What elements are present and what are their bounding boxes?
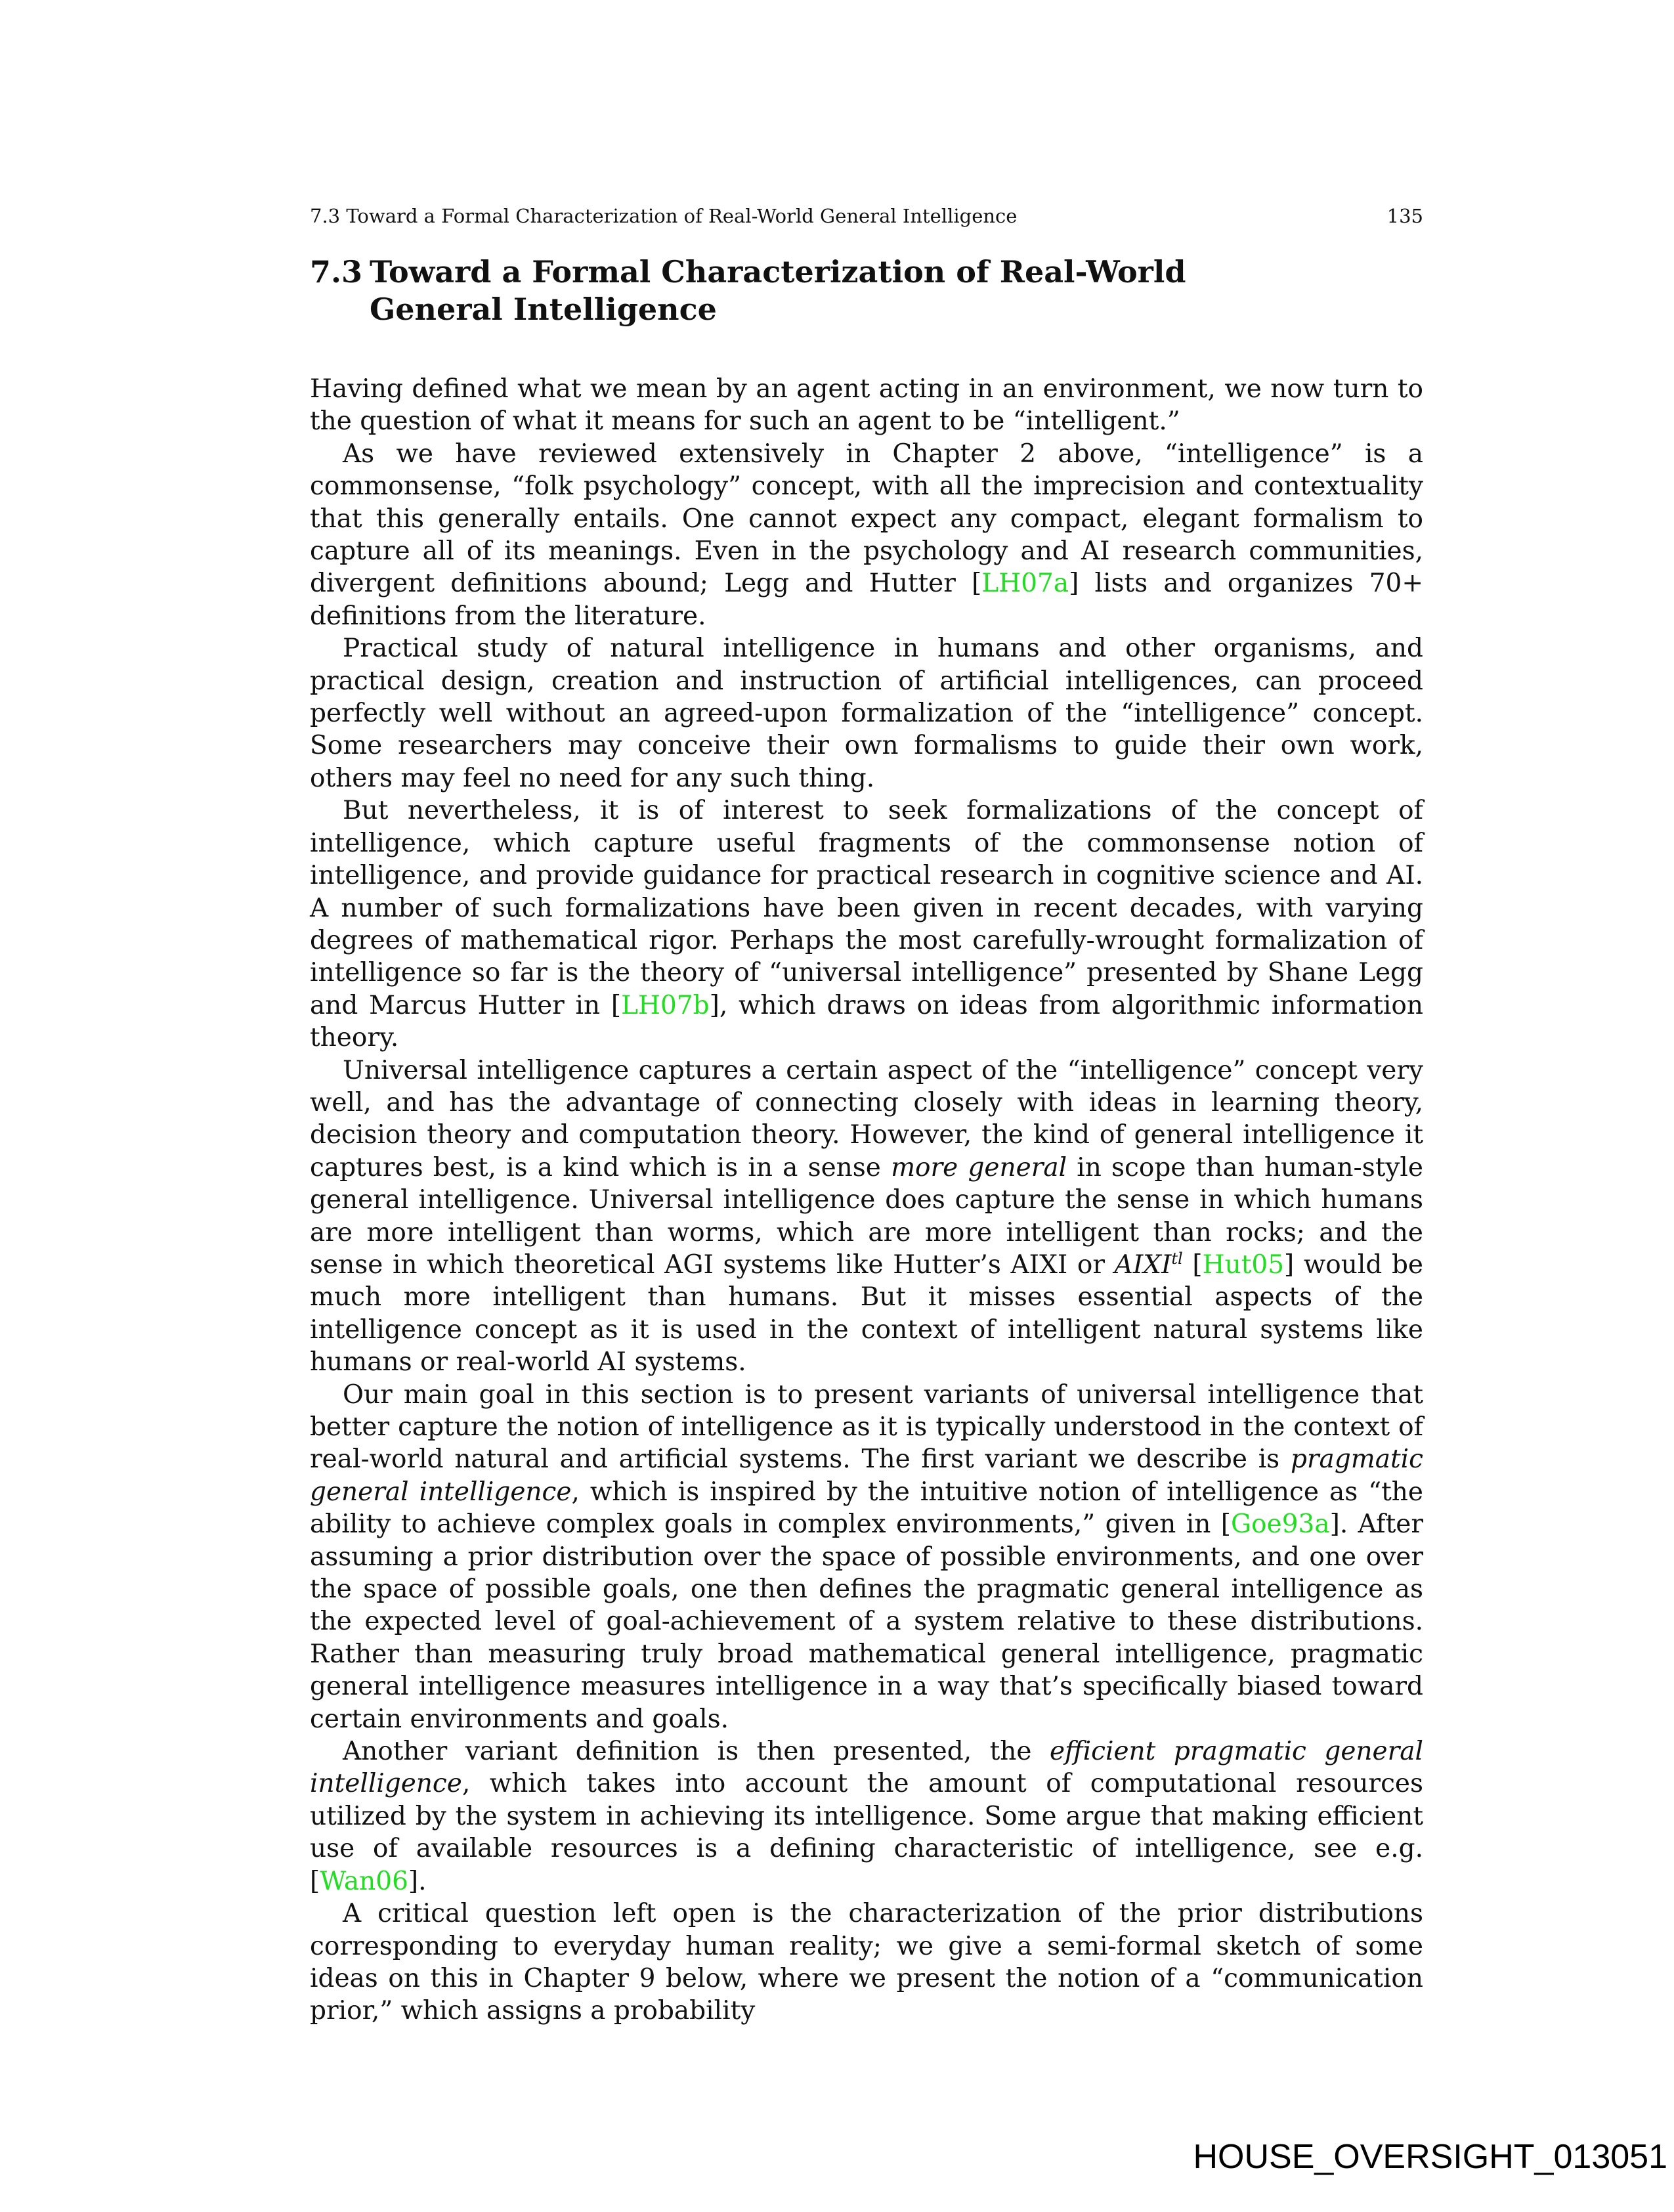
text-run: , which is inspired by the intuitive notion of intelligence as “the ability to achieve complex goals in complex environments,” given in [ [310, 1477, 1424, 1540]
emphasis-text: pragmatic general intelligence [310, 1444, 1423, 1507]
emphasis-text: efficient pragmatic general intelligence [310, 1737, 1423, 1799]
running-header [310, 205, 1423, 227]
paragraph [310, 438, 1423, 632]
superscript: tl [1171, 1249, 1183, 1268]
text-run: Our main goal in this section is to present variants of universal intelligence that better capture the notion of intelligence as it is typically understood in the context of real-world natural and artificial systems. The first variant we describe is [310, 1379, 1423, 1475]
emphasis-text: AIXI [1114, 1249, 1172, 1280]
text-run: But nevertheless, it is of interest to seek formalizations of the concept of intelligence, which capture useful fragments of the commonsense notion of intelligence, and provide guidance for practical research in cognitive science and AI. A number of such formalizations have been given in recent decades, with varying degrees of mathematical rigor. Perhaps the most carefully-wrought formalization of intelligence so far is the theory of “universal intelligence” presented by Shane Legg and Marcus Hutter in [ [310, 796, 1423, 1020]
text-run: Practical study of natural intelligence in humans and other organisms, and practical design, creation and instruction of artificial intelligences, can proceed perfectly well without an agreed-upon formalization of the “intelligence” concept. Some researchers may conceive their own formalisms to guide their own work, others may feel no need for any such thing. [310, 634, 1423, 793]
bates-stamp: HOUSE_OVERSIGHT_013051 [1193, 2138, 1667, 2176]
text-run: ], which draws on ideas from algorithmic information theory. [310, 990, 1423, 1053]
paragraph [310, 1735, 1423, 1898]
paragraph [310, 1054, 1423, 1379]
text-run: [ [1182, 1249, 1203, 1280]
text-run: Universal intelligence captures a certain aspect of the “intelligence” concept very well, and has the advantage of connecting closely with ideas in learning theory, decision theory and computation theory. However, the kind of general intelligence it captures best, is a kind which is in a sense [310, 1055, 1423, 1182]
section-title: Toward a Formal Characterization of Real-World General Intelligence [370, 254, 1186, 327]
text-run: in scope than human-style general intelligence. Universal intelligence does capture the sense in which humans are more intelligent than worms, which are more intelligent than rocks; and the sense in which theoretical AGI systems like Hutter’s AIXI or [310, 1152, 1423, 1280]
text-run: A critical question left open is the characterization of the prior distributions corresponding to everyday human reality; we give a semi-formal sketch of some ideas on this in Chapter 9 below, where we present the notion of a “communication prior,” which assigns a probability [310, 1899, 1423, 2026]
text-run: ] would be much more intelligent than humans. But it misses essential aspects of the intelligence concept as it is used in the context of intelligent natural systems like humans or real-world AI systems. [310, 1249, 1423, 1377]
body-text [310, 373, 1423, 2028]
text-run: As we have reviewed extensively in Chapter 2 above, “intelligence” is a commonsense, “folk psychology” concept, with all the imprecision and contextuality that this generally entails. One cannot expect any compact, elegant formalism to capture all of its meanings. Even in the psychology and AI research communities, divergent definitions abound; Legg and Hutter [ [310, 439, 1423, 599]
citation-link[interactable]: Goe93a [1231, 1509, 1330, 1540]
paragraph [310, 794, 1423, 1054]
paragraph [310, 632, 1423, 794]
paragraph [310, 1379, 1423, 1735]
text-run: ] lists and organizes 70+ definitions from the literature. [310, 569, 1423, 631]
running-header-title: 7.3 Toward a Formal Characterization of Real-World General Intelligence [310, 205, 1018, 227]
text-run: ]. After assuming a prior distribution over the space of possible environments, and one over the space of possible goals, one then defines the pragmatic general intelligence as the expected level of goal-achievement of a system relative to these distributions. Rather than measuring truly broad mathematical general intelligence, pragmatic general intelligence measures intelligence in a way that’s specifically biased toward certain environments and goals. [310, 1509, 1423, 1734]
citation-link[interactable]: LH07b [621, 990, 710, 1020]
text-run: , which takes into account the amount of computational resources utilized by the system in achieving its intelligence. Some argue that making efficient use of available resources is a defining characteristic of intelligence, see e.g. [ [310, 1769, 1423, 1896]
citation-link[interactable]: Hut05 [1202, 1249, 1285, 1280]
text-run: ]. [408, 1866, 427, 1896]
emphasis-text: more general [891, 1152, 1067, 1182]
page-number: 135 [1386, 205, 1423, 227]
citation-link[interactable]: Wan06 [320, 1866, 408, 1896]
paragraph [310, 1898, 1423, 2028]
paragraph [310, 373, 1423, 438]
citation-link[interactable]: LH07a [981, 569, 1069, 599]
text-run: Another variant definition is then presented, the [343, 1737, 1050, 1767]
section-number: 7.3 [310, 254, 363, 290]
section-heading [310, 253, 1308, 328]
text-run: Having defined what we mean by an agent acting in an environment, we now turn to the question of what it means for such an agent to be “intelligent.” [310, 374, 1423, 437]
